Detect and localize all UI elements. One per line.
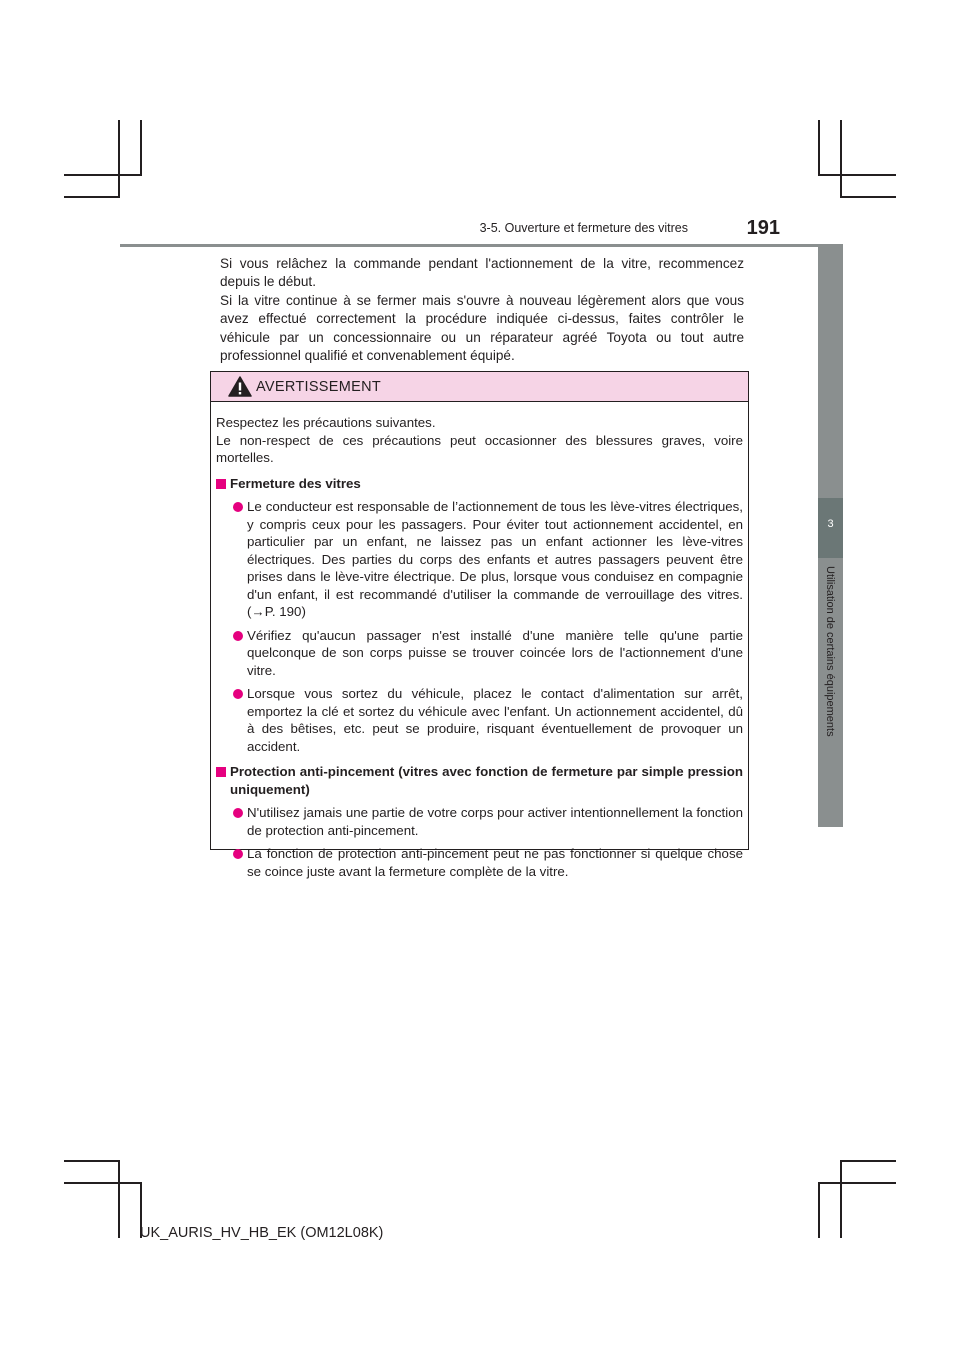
warning-box: [210, 371, 749, 879]
round-bullet-icon: [233, 502, 243, 512]
round-bullet-icon: [233, 689, 243, 699]
list-item-text: Le conducteur est responsable de l’actionnement de tous les lève-vitres électriques, y compris ceux pour les passagers. Pour éviter tout actionnement accidentel, en particulier par un enfant, ne laissez pas un enfant actionner les lève-vitres électriques. Des parties du corps des enfants et autres passagers peuvent être prises dans le lève-vitre électrique. De plus, lorsque vous conduisez en compagnie d'un enfant, il est recommandé d'utiliser la commande de verrouillage des vitres. (→P. 190): [247, 499, 743, 619]
crop-mark: [840, 196, 896, 198]
crop-mark: [64, 1160, 120, 1162]
round-bullet-icon: [233, 631, 243, 641]
crop-mark: [840, 1160, 896, 1162]
intro-text: [220, 255, 744, 365]
list-item: [216, 498, 743, 621]
warning-header: [211, 372, 748, 402]
crop-mark: [118, 120, 120, 198]
list-item-text: Lorsque vous sortez du véhicule, placez le contact d'alimentation sur arrêt, emportez la clé et sortez du véhicule avec l'enfant. Un actionnement accidentel, dû à des bêtises, etc. peut se produire, risquant éventuellement de provoquer un accident.: [247, 686, 743, 754]
warning-intro: Respectez les précautions suivantes.: [216, 415, 436, 430]
crop-mark: [64, 174, 142, 176]
square-bullet-icon: [216, 767, 226, 777]
list-item-text: Vérifiez qu'aucun passager n'est installé d'une manière telle qu'une partie quelconque de son corps puisse se trouver coincée lors de l'actionnement d'une vitre.: [247, 627, 743, 678]
section-heading: [216, 763, 743, 798]
intro-paragraph: Si la vitre continue à se fermer mais s'ouvre à nouveau légèrement alors que vous avez effectué correctement la procédure indiquée ci-dessus, faites contrôler le véhicule par un concessionnaire ou un réparateur agréé Toyota ou tout autre professionnel qualifié et convenablement équipé.: [220, 292, 744, 364]
warning-intro: Le non-respect de ces précautions peut occasionner des blessures graves, voire mortelles.: [216, 432, 743, 465]
round-bullet-icon: [233, 849, 243, 859]
list-item-text: N'utilisez jamais une partie de votre corps pour activer intentionnellement la fonction de protection anti-pincement.: [247, 805, 743, 838]
page-number: 191: [746, 217, 780, 239]
chapter-number: 3: [827, 518, 834, 530]
warning-triangle-icon: [228, 376, 252, 397]
crop-mark: [64, 1182, 142, 1184]
list-item: [216, 685, 743, 755]
warning-body: [216, 414, 743, 880]
section-heading: [216, 475, 743, 493]
crop-mark: [818, 174, 896, 176]
crop-mark: [818, 1182, 820, 1238]
section-heading-text: Fermeture des vitres: [230, 475, 361, 491]
chapter-title: [824, 566, 838, 821]
list-item: [216, 845, 743, 880]
list-item-text: La fonction de protection anti-pincement peut ne pas fonctionner si quelque chose se coince juste avant la fermeture complète de la vitre.: [247, 846, 743, 879]
section-heading-text: Protection anti-pincement (vitres avec fonction de fermeture par simple pression uniquement): [230, 764, 743, 797]
chapter-title-text: Utilisation de certains équipements: [824, 566, 836, 737]
list-item: [216, 627, 743, 680]
section-header: 3-5. Ouverture et fermeture des vitres: [479, 221, 688, 235]
crop-mark: [818, 1182, 896, 1184]
round-bullet-icon: [233, 808, 243, 818]
crop-mark: [840, 1160, 842, 1238]
crop-mark: [818, 120, 820, 176]
crop-mark: [840, 120, 842, 198]
header-rule: [120, 244, 842, 247]
crop-mark: [140, 120, 142, 176]
crop-mark: [118, 1160, 120, 1238]
square-bullet-icon: [216, 479, 226, 489]
intro-paragraph: Si vous relâchez la commande pendant l'actionnement de la vitre, recommencez depuis le début.: [220, 256, 744, 290]
document-code: UK_AURIS_HV_HB_EK (OM12L08K): [140, 1225, 384, 1241]
list-item: [216, 804, 743, 839]
warning-title: AVERTISSEMENT: [256, 379, 382, 395]
crop-mark: [64, 196, 120, 198]
